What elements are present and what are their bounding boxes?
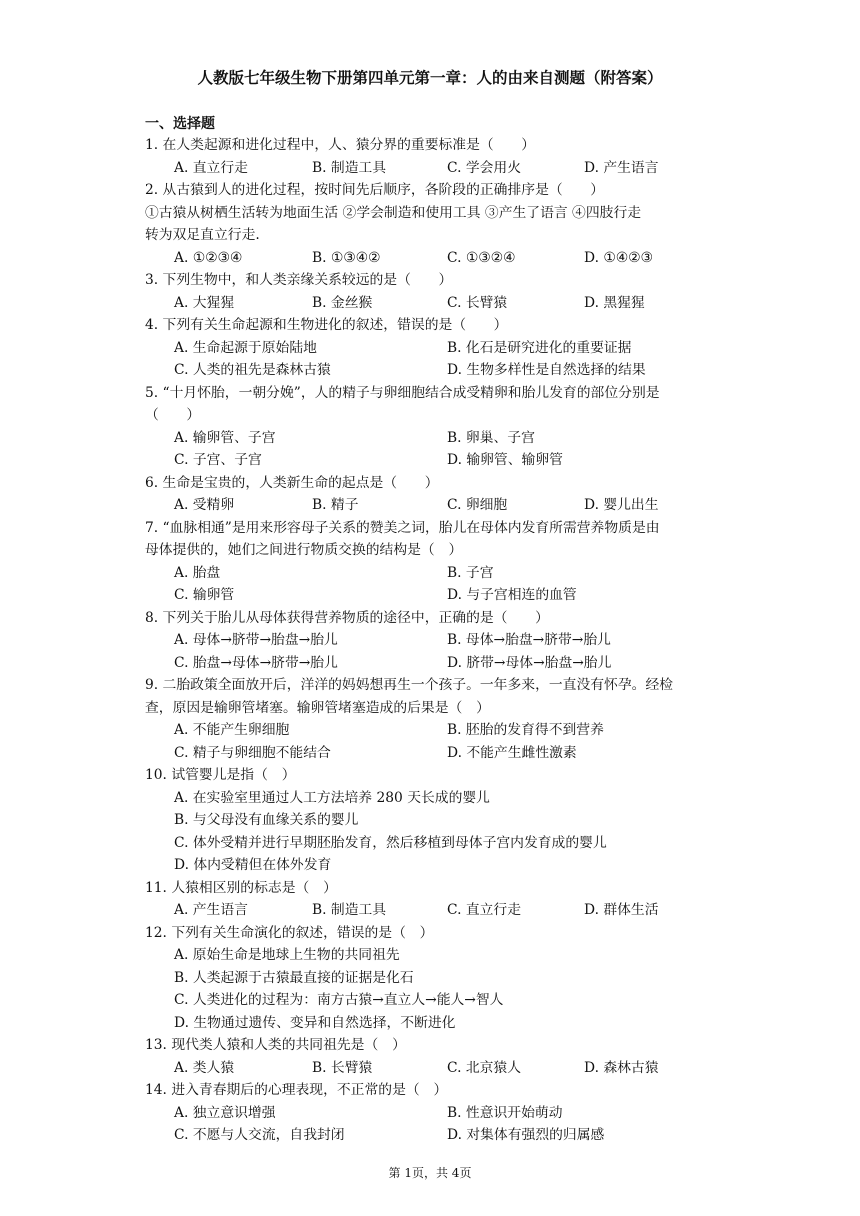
answer-option: B. 化石是研究进化的重要证据 (447, 339, 632, 356)
answer-option: B. 性意识开始萌动 (447, 1104, 563, 1121)
options-row (145, 832, 720, 855)
options-row (145, 809, 720, 832)
question-stem: 8. 下列关于胎儿从母体获得营养物质的途径中，正确的是（ ） (145, 609, 549, 626)
answer-option: D. 与子宫相连的血管 (447, 587, 577, 603)
question-item (145, 877, 720, 922)
answer-option: B. 胚胎的发育得不到营养 (447, 722, 604, 738)
answer-option: A. ①②③④ (174, 249, 243, 266)
answer-option: B. 子宫 (447, 564, 494, 581)
answer-option: A. 大猩猩 (174, 294, 235, 311)
question-stem: （ ） (145, 407, 201, 423)
answer-option: D. 生物多样性是自然选择的结果 (447, 362, 646, 378)
question-item (145, 179, 720, 269)
options-row (145, 967, 720, 990)
answer-option: A. 生命起源于原始陆地 (174, 339, 317, 356)
options-row (145, 652, 720, 675)
answer-option: C. ①③②④ (447, 249, 516, 266)
options-row (145, 157, 720, 180)
options-row (145, 359, 720, 382)
answer-option: C. 直立行走 (447, 902, 522, 918)
answer-option: A. 类人猿 (174, 1059, 235, 1076)
question-item (145, 134, 720, 179)
question-item (145, 922, 720, 1035)
answer-option: C. 学会用火 (447, 159, 522, 176)
answer-option: D. 产生语言 (584, 159, 659, 176)
answer-option: C. 子宫、子宫 (174, 452, 262, 468)
question-item (145, 1034, 720, 1079)
section-heading: 一、选择题 (145, 116, 215, 132)
answer-option: A. 直立行走 (174, 159, 248, 176)
answer-option: A. 在实验室里通过人工方法培养 280 天长成的婴儿 (174, 789, 490, 806)
question-stem: 12. 下列有关生命演化的叙述，错误的是（ ） (145, 924, 434, 941)
options-row (145, 899, 720, 922)
question-stem: 14. 进入青春期后的心理表现，不正常的是（ ） (145, 1082, 448, 1098)
question-stem: 转为双足直立行走. (145, 227, 260, 243)
options-row (145, 584, 720, 607)
question-stem: 4. 下列有关生命起源和生物进化的叙述，错误的是（ ） (145, 317, 508, 333)
question-stem: 11. 人猿相区别的标志是（ ） (145, 879, 337, 896)
answer-option: D. 婴儿出生 (584, 497, 659, 513)
answer-option: C. 北京猿人 (447, 1059, 522, 1076)
options-row (145, 562, 720, 585)
answer-option: A. 输卵管、子宫 (174, 429, 276, 446)
answer-option: B. 与父母没有血缘关系的婴儿 (174, 812, 359, 828)
document-title: 人教版七年级生物下册第四单元第一章：人的由来自测题（附答案） (197, 69, 663, 87)
answer-option: A. 原始生命是地球上生物的共同祖先 (174, 947, 400, 963)
question-item (145, 382, 720, 472)
question-stem: ①古猿从树栖生活转为地面生活 ②学会制造和使用工具 ③产生了语言 ④四肢行走 (145, 204, 642, 221)
options-row (145, 944, 720, 967)
options-row (145, 427, 720, 450)
page-footer: 第 1页，共 4页 (388, 1166, 472, 1180)
answer-option: B. 人类起源于古猿最直接的证据是化石 (174, 969, 414, 986)
answer-option: D. 群体生活 (584, 902, 659, 918)
answer-option: C. 不愿与人交流，自我封闭 (174, 1127, 345, 1143)
options-row (145, 292, 720, 315)
answer-option: C. 长臂猿 (447, 294, 508, 311)
answer-option: A. 产生语言 (174, 902, 248, 918)
question-stem: 查，原因是输卵管堵塞。输卵管堵塞造成的后果是（ ） (145, 699, 490, 716)
answer-option: B. 母体→胎盘→脐带→胎儿 (447, 632, 611, 648)
question-item (145, 674, 720, 764)
answer-option: C. 胎盘→母体→脐带→胎儿 (174, 654, 338, 671)
options-row (145, 1102, 720, 1125)
answer-option: C. 输卵管 (174, 587, 235, 603)
question-stem: 9. 二胎政策全面放开后，洋洋的妈妈想再生一个孩子。一年多来，一直没有怀孕。经检 (145, 677, 674, 693)
options-row (145, 854, 720, 877)
answer-option: C. 人类进化的过程为：南方古猿→直立人→能人→智人 (174, 992, 504, 1008)
options-row (145, 494, 720, 517)
question-stem: 母体提供的，她们之间进行物质交换的结构是（ ） (145, 542, 463, 558)
options-row (145, 1124, 720, 1147)
options-row (145, 629, 720, 652)
question-item (145, 269, 720, 314)
question-stem: 5. “十月怀胎，一朝分娩”，人的精子与卵细胞结合成受精卵和胎儿发育的部位分别是 (145, 384, 660, 401)
options-row (145, 719, 720, 742)
question-item (145, 314, 720, 382)
options-row (145, 337, 720, 360)
options-row (145, 1012, 720, 1035)
question-item (145, 1079, 720, 1147)
answer-option: B. 长臂猿 (312, 1059, 373, 1076)
answer-option: C. 精子与卵细胞不能结合 (174, 744, 331, 761)
question-list (145, 134, 720, 1147)
answer-option: C. 体外受精并进行早期胚胎发育，然后移植到母体子宫内发育成的婴儿 (174, 834, 607, 851)
question-item (145, 764, 720, 877)
answer-option: B. 制造工具 (312, 159, 387, 176)
answer-option: D. 森林古猿 (584, 1059, 659, 1076)
answer-option: A. 母体→脐带→胎盘→胎儿 (174, 632, 338, 648)
answer-option: A. 独立意识增强 (174, 1104, 276, 1121)
answer-option: B. ①③④② (312, 249, 381, 266)
answer-option: D. 脐带→母体→胎盘→胎儿 (447, 654, 612, 671)
question-item (145, 607, 720, 675)
answer-option: A. 不能产生卵细胞 (174, 722, 290, 738)
options-row (145, 742, 720, 765)
answer-option: B. 金丝猴 (312, 294, 373, 311)
answer-option: D. ①④②③ (584, 249, 653, 266)
question-stem: 7. “血脉相通”是用来形容母子关系的赞美之词，胎儿在母体内发育所需营养物质是由 (145, 519, 660, 536)
question-item (145, 517, 720, 607)
question-stem: 2. 从古猿到人的进化过程，按时间先后顺序，各阶段的正确排序是（ ） (145, 182, 605, 198)
options-row (145, 989, 720, 1012)
answer-option: D. 不能产生雌性激素 (447, 744, 577, 761)
answer-option: B. 精子 (312, 497, 359, 513)
options-row (145, 1057, 720, 1080)
question-stem: 1. 在人类起源和进化过程中，人、猿分界的重要标准是（ ） (145, 137, 536, 153)
options-row (145, 787, 720, 810)
options-row (145, 449, 720, 472)
options-row (145, 247, 720, 270)
answer-option: B. 制造工具 (312, 902, 387, 918)
question-stem: 13. 现代类人猿和人类的共同祖先是（ ） (145, 1037, 406, 1053)
answer-option: D. 黑猩猩 (584, 294, 645, 311)
answer-option: A. 受精卵 (174, 497, 235, 513)
question-item (145, 472, 720, 517)
answer-option: C. 卵细胞 (447, 497, 508, 513)
answer-option: D. 对集体有强烈的归属感 (447, 1127, 605, 1143)
answer-option: A. 胎盘 (174, 564, 221, 581)
answer-option: D. 输卵管、输卵管 (447, 452, 563, 468)
question-stem: 10. 试管婴儿是指（ ） (145, 767, 296, 783)
question-stem: 6. 生命是宝贵的，人类新生命的起点是（ ） (145, 474, 439, 491)
question-stem: 3. 下列生物中，和人类亲缘关系较远的是（ ） (145, 272, 453, 288)
answer-option: D. 生物通过遗传、变异和自然选择，不断进化 (174, 1014, 456, 1031)
answer-option: D. 体内受精但在体外发育 (174, 857, 332, 873)
answer-option: C. 人类的祖先是森林古猿 (174, 362, 331, 378)
answer-option: B. 卵巢、子宫 (447, 429, 535, 446)
